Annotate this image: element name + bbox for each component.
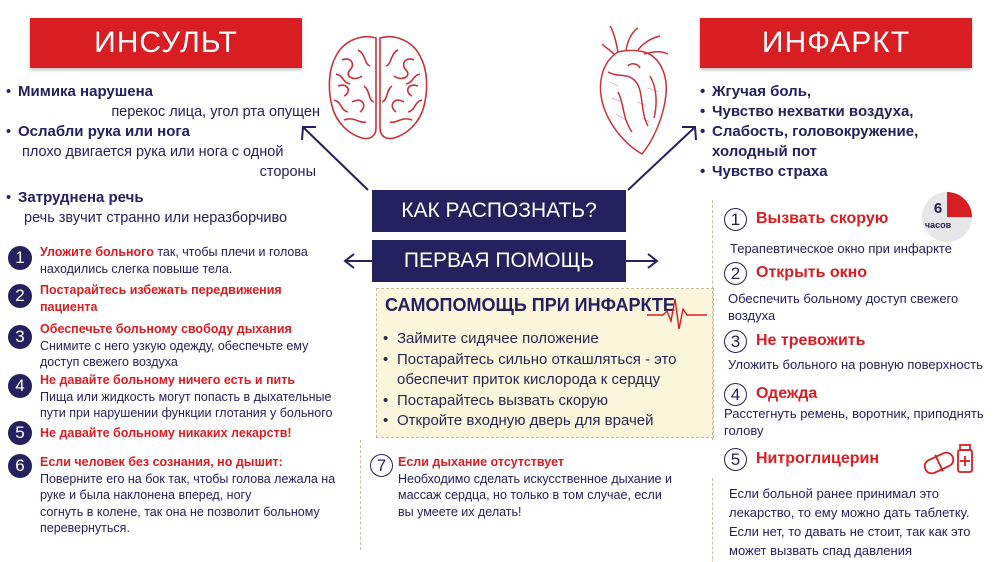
stroke-symptom-2	[18, 122, 328, 142]
infarct-symptom: • Жгучая боль,	[712, 82, 992, 102]
symptom-title: Мимика нарушена	[18, 83, 154, 100]
step-text: голову	[724, 423, 764, 438]
step-number: 4	[724, 383, 747, 406]
selfhelp-item-text: обеспечит приток кислорода к сердцу	[397, 371, 661, 388]
first-aid-label: ПЕРВАЯ ПОМОЩЬ	[403, 249, 595, 272]
divider-right	[712, 200, 714, 440]
step-text: Снимите с него узкую одежду, обеспечьте ему	[40, 338, 309, 353]
infarct-symptom: холодный пот	[712, 143, 818, 160]
step-text: Уложить больного на ровную поверхность	[728, 357, 983, 372]
stroke-step-2	[8, 282, 358, 315]
step-text: руке и была наклонена вперед, ногу	[40, 488, 252, 502]
stroke-step-6	[8, 454, 368, 537]
step-text: Терапевтическое окно при инфаркте	[730, 241, 952, 256]
step-text: Если больной ранее принимал это	[729, 486, 939, 501]
clock-icon	[920, 190, 974, 244]
pills-icon	[920, 440, 976, 480]
step-number: 4	[8, 374, 32, 398]
step-number: 1	[724, 208, 747, 231]
step-number: 2	[724, 262, 747, 285]
selfhelp-item: • Займите сидячее положение	[397, 329, 677, 350]
step-title: Не давайте больному никаких лекарств!	[40, 426, 292, 440]
step-title: Уложите больного	[40, 245, 158, 259]
step-number: 6	[8, 454, 32, 478]
step-title: пациента	[40, 299, 98, 314]
infarct-symptoms	[712, 82, 992, 182]
step-number: 2	[8, 284, 32, 308]
step-text: массаж сердца, но только в том случае, если	[398, 488, 662, 502]
stroke-symptoms	[18, 82, 328, 228]
symptom-title: Затруднена речь	[18, 189, 144, 206]
stroke-symptom-1	[18, 82, 328, 102]
selfhelp-item: • Откройте входную дверь для врачей	[397, 411, 677, 432]
symptom-desc: плохо двигается рука или нога с одной	[22, 144, 284, 160]
step-title: Если дыхание отсутствует	[398, 455, 564, 469]
step-text: воздуха	[728, 308, 776, 323]
divider-left	[360, 440, 362, 550]
step-number: 5	[8, 421, 32, 445]
step-title: Одежда	[756, 385, 818, 402]
step-text: Если нет, то давать не стоит, так как это	[729, 524, 971, 539]
step-text: перевернуться.	[40, 521, 130, 535]
step-title: Не тревожить	[756, 332, 866, 349]
step-number: 7	[370, 454, 393, 477]
infarct-symptom: • Слабость, головокружение,	[712, 122, 992, 142]
step-text: лекарство, то ему можно дать таблетку.	[729, 505, 970, 520]
symptom-desc: перекос лица, угол рта опущен	[111, 104, 320, 120]
clock-value: 6	[933, 200, 943, 217]
step-title: Вызвать скорую	[756, 210, 889, 227]
therapy-window-clock	[920, 190, 974, 244]
selfhelp-item: • Постарайтесь вызвать скорую	[397, 391, 677, 412]
stroke-symptom-3	[18, 188, 328, 208]
step-title: Не давайте больному ничего есть и пить	[40, 373, 296, 387]
step-title: Открыть окно	[756, 264, 868, 281]
step-text: Расстегнуть ремень, воротник, приподнять	[724, 406, 984, 421]
infarct-title: ИНФАРКТ	[761, 26, 911, 59]
selfhelp-item: • Постарайтесь сильно откашляться - это	[397, 350, 677, 371]
step-number: 1	[8, 246, 32, 270]
step-number: 3	[724, 330, 747, 353]
step-text: Необходимо сделать искусственное дыхание и	[398, 471, 672, 486]
nitro-text	[712, 478, 992, 562]
step-title: Если человек без сознания, но дышит:	[40, 455, 283, 469]
selfhelp-title: САМОПОМОЩЬ ПРИ ИНФАРКТЕ	[385, 295, 675, 315]
stroke-step-5	[8, 421, 358, 442]
stroke-step-3	[8, 321, 358, 371]
symptom-desc: речь звучит странно или неразборчиво	[24, 210, 288, 226]
stroke-title: ИНСУЛЬТ	[94, 26, 238, 59]
step-number: 5	[724, 448, 747, 471]
first-aid-box	[372, 240, 626, 282]
clock-unit: часов	[924, 220, 952, 230]
step-text: находились слегка повыше тела.	[40, 261, 233, 276]
symptom-title: Ослабли рука или нога	[18, 123, 190, 140]
recognize-label: КАК РАСПОЗНАТЬ?	[401, 199, 597, 222]
ecg-icon	[647, 297, 707, 331]
step-text: согнуть в колене, так она не позволит больному	[40, 504, 320, 519]
step-text: так, чтобы плечи и голова	[157, 245, 308, 259]
step-text: Пища или жидкость могут попасть в дыхательные	[40, 389, 332, 404]
step-text: пути при нарушении функции глотания у больного	[40, 406, 333, 420]
stroke-step-1	[8, 244, 358, 277]
step-title: Обеспечьте больному свободу дыхания	[40, 322, 292, 336]
step-text: Обеспечить больному доступ свежего	[728, 291, 959, 306]
symptom-desc: стороны	[259, 164, 316, 180]
step-text: Поверните его на бок так, чтобы голова лежала на	[40, 471, 336, 486]
selfhelp-list	[397, 329, 677, 432]
stroke-step-4	[8, 372, 368, 422]
step-text: может вызвать спад давления	[729, 543, 913, 558]
step-number: 3	[8, 325, 32, 349]
selfhelp-box	[376, 288, 714, 438]
selfhelp-item-cont	[397, 370, 677, 391]
step-title: Нитроглицерин	[756, 450, 880, 467]
recognize-box	[372, 190, 626, 232]
step-title: Постарайтесь избежать передвижения	[40, 283, 282, 297]
arrow-to-infarct	[628, 128, 694, 190]
infarct-symptom: • Чувство страха	[712, 162, 992, 182]
step-text: доступ свежего воздуха	[40, 355, 178, 369]
stroke-step-7	[370, 454, 710, 520]
step-text: вы умеете их делать!	[398, 504, 522, 519]
infarct-symptom: • Чувство нехватки воздуха,	[712, 102, 992, 122]
